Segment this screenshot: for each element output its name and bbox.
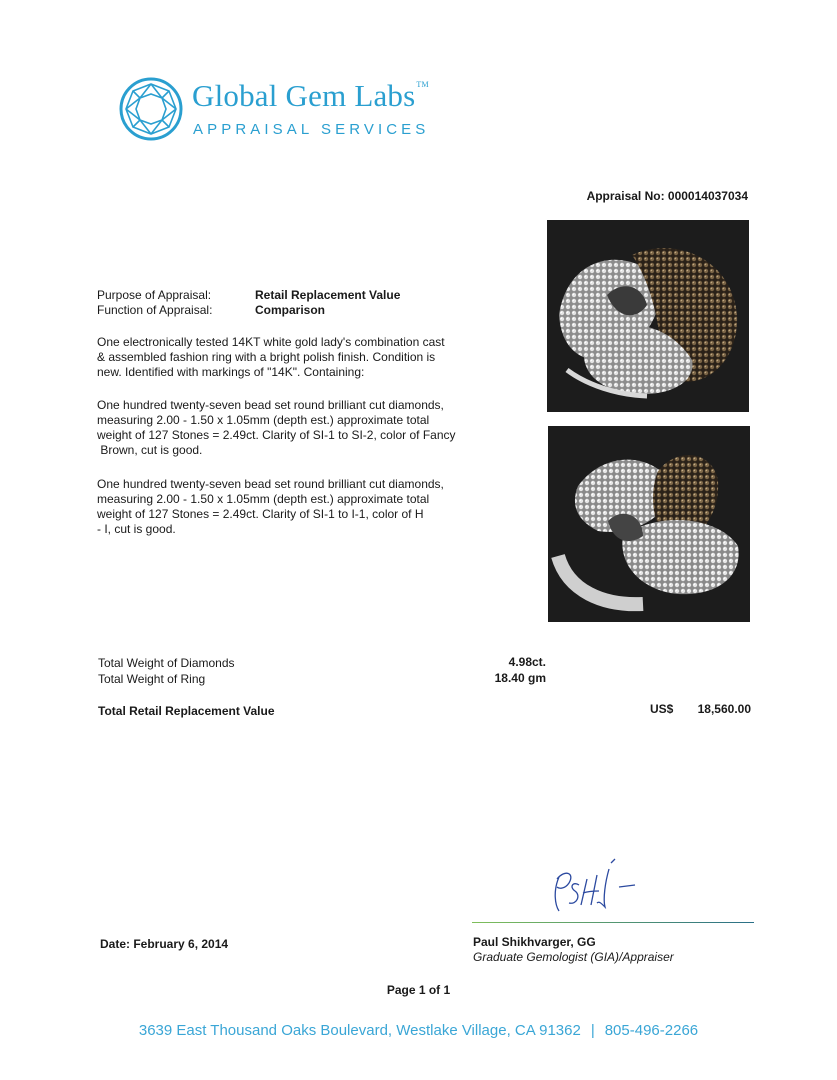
stone-line: - I, cut is good. (97, 522, 176, 536)
purpose-label: Purpose of Appraisal: (97, 288, 212, 302)
function-label: Function of Appraisal: (97, 303, 213, 317)
footer-contact (0, 1022, 837, 1039)
stone-line: weight of 127 Stones = 2.49ct. Clarity of SI-1 to I-1, color of H (97, 507, 424, 521)
company-tagline: APPRAISAL SERVICES (193, 121, 430, 138)
total-diamonds-value: 4.98ct. (508, 655, 546, 669)
page-number: Page 1 of 1 (386, 983, 451, 997)
footer-address: 3639 East Thousand Oaks Boulevard, Westlake Village, CA 91362 (138, 1022, 581, 1039)
appraiser-title: Graduate Gemologist (GIA)/Appraiser (473, 950, 674, 964)
stone-description-1 (97, 398, 517, 458)
appraiser-signature (545, 855, 655, 915)
footer-separator: | (590, 1022, 595, 1039)
trademark-mark: TM (416, 80, 429, 89)
ring-photo-top (547, 220, 749, 412)
stone-line: measuring 2.00 - 1.50 x 1.05mm (depth est.) approximate total (97, 413, 430, 427)
function-value: Comparison (255, 303, 326, 317)
stone-line: Brown, cut is good. (97, 443, 203, 457)
stone-line: One hundred twenty-seven bead set round brilliant cut diamonds, (97, 477, 444, 491)
total-diamonds-label: Total Weight of Diamonds (98, 656, 235, 670)
description-line: & assembled fashion ring with a bright polish finish. Condition is (97, 350, 436, 364)
diamond-logo-icon (118, 76, 184, 142)
total-retail-value: 18,560.00 (697, 702, 751, 716)
total-ring-label: Total Weight of Ring (98, 672, 206, 686)
total-retail-label: Total Retail Replacement Value (98, 704, 275, 718)
currency-label: US$ (650, 702, 674, 716)
ring-photo-bottom (548, 426, 750, 622)
ring-description (97, 335, 517, 380)
appraiser-name: Paul Shikhvarger, GG (473, 935, 596, 949)
total-ring-value: 18.40 gm (494, 671, 546, 685)
stone-description-2 (97, 477, 517, 537)
stone-line: One hundred twenty-seven bead set round brilliant cut diamonds, (97, 398, 444, 412)
description-line: One electronically tested 14KT white gold lady's combination cast (97, 335, 445, 349)
footer-phone: 805-496-2266 (604, 1022, 699, 1039)
purpose-value: Retail Replacement Value (255, 288, 401, 302)
company-name (192, 78, 429, 114)
description-line: new. Identified with markings of "14K". Containing: (97, 365, 365, 379)
signature-line (472, 922, 754, 923)
stone-line: measuring 2.00 - 1.50 x 1.05mm (depth est.) approximate total (97, 492, 430, 506)
appraisal-date: Date: February 6, 2014 (100, 937, 229, 951)
company-name-text: Global Gem Labs (192, 78, 416, 113)
appraisal-number: Appraisal No: 000014037034 (586, 189, 748, 203)
stone-line: weight of 127 Stones = 2.49ct. Clarity of SI-1 to SI-2, color of Fancy (97, 428, 456, 442)
